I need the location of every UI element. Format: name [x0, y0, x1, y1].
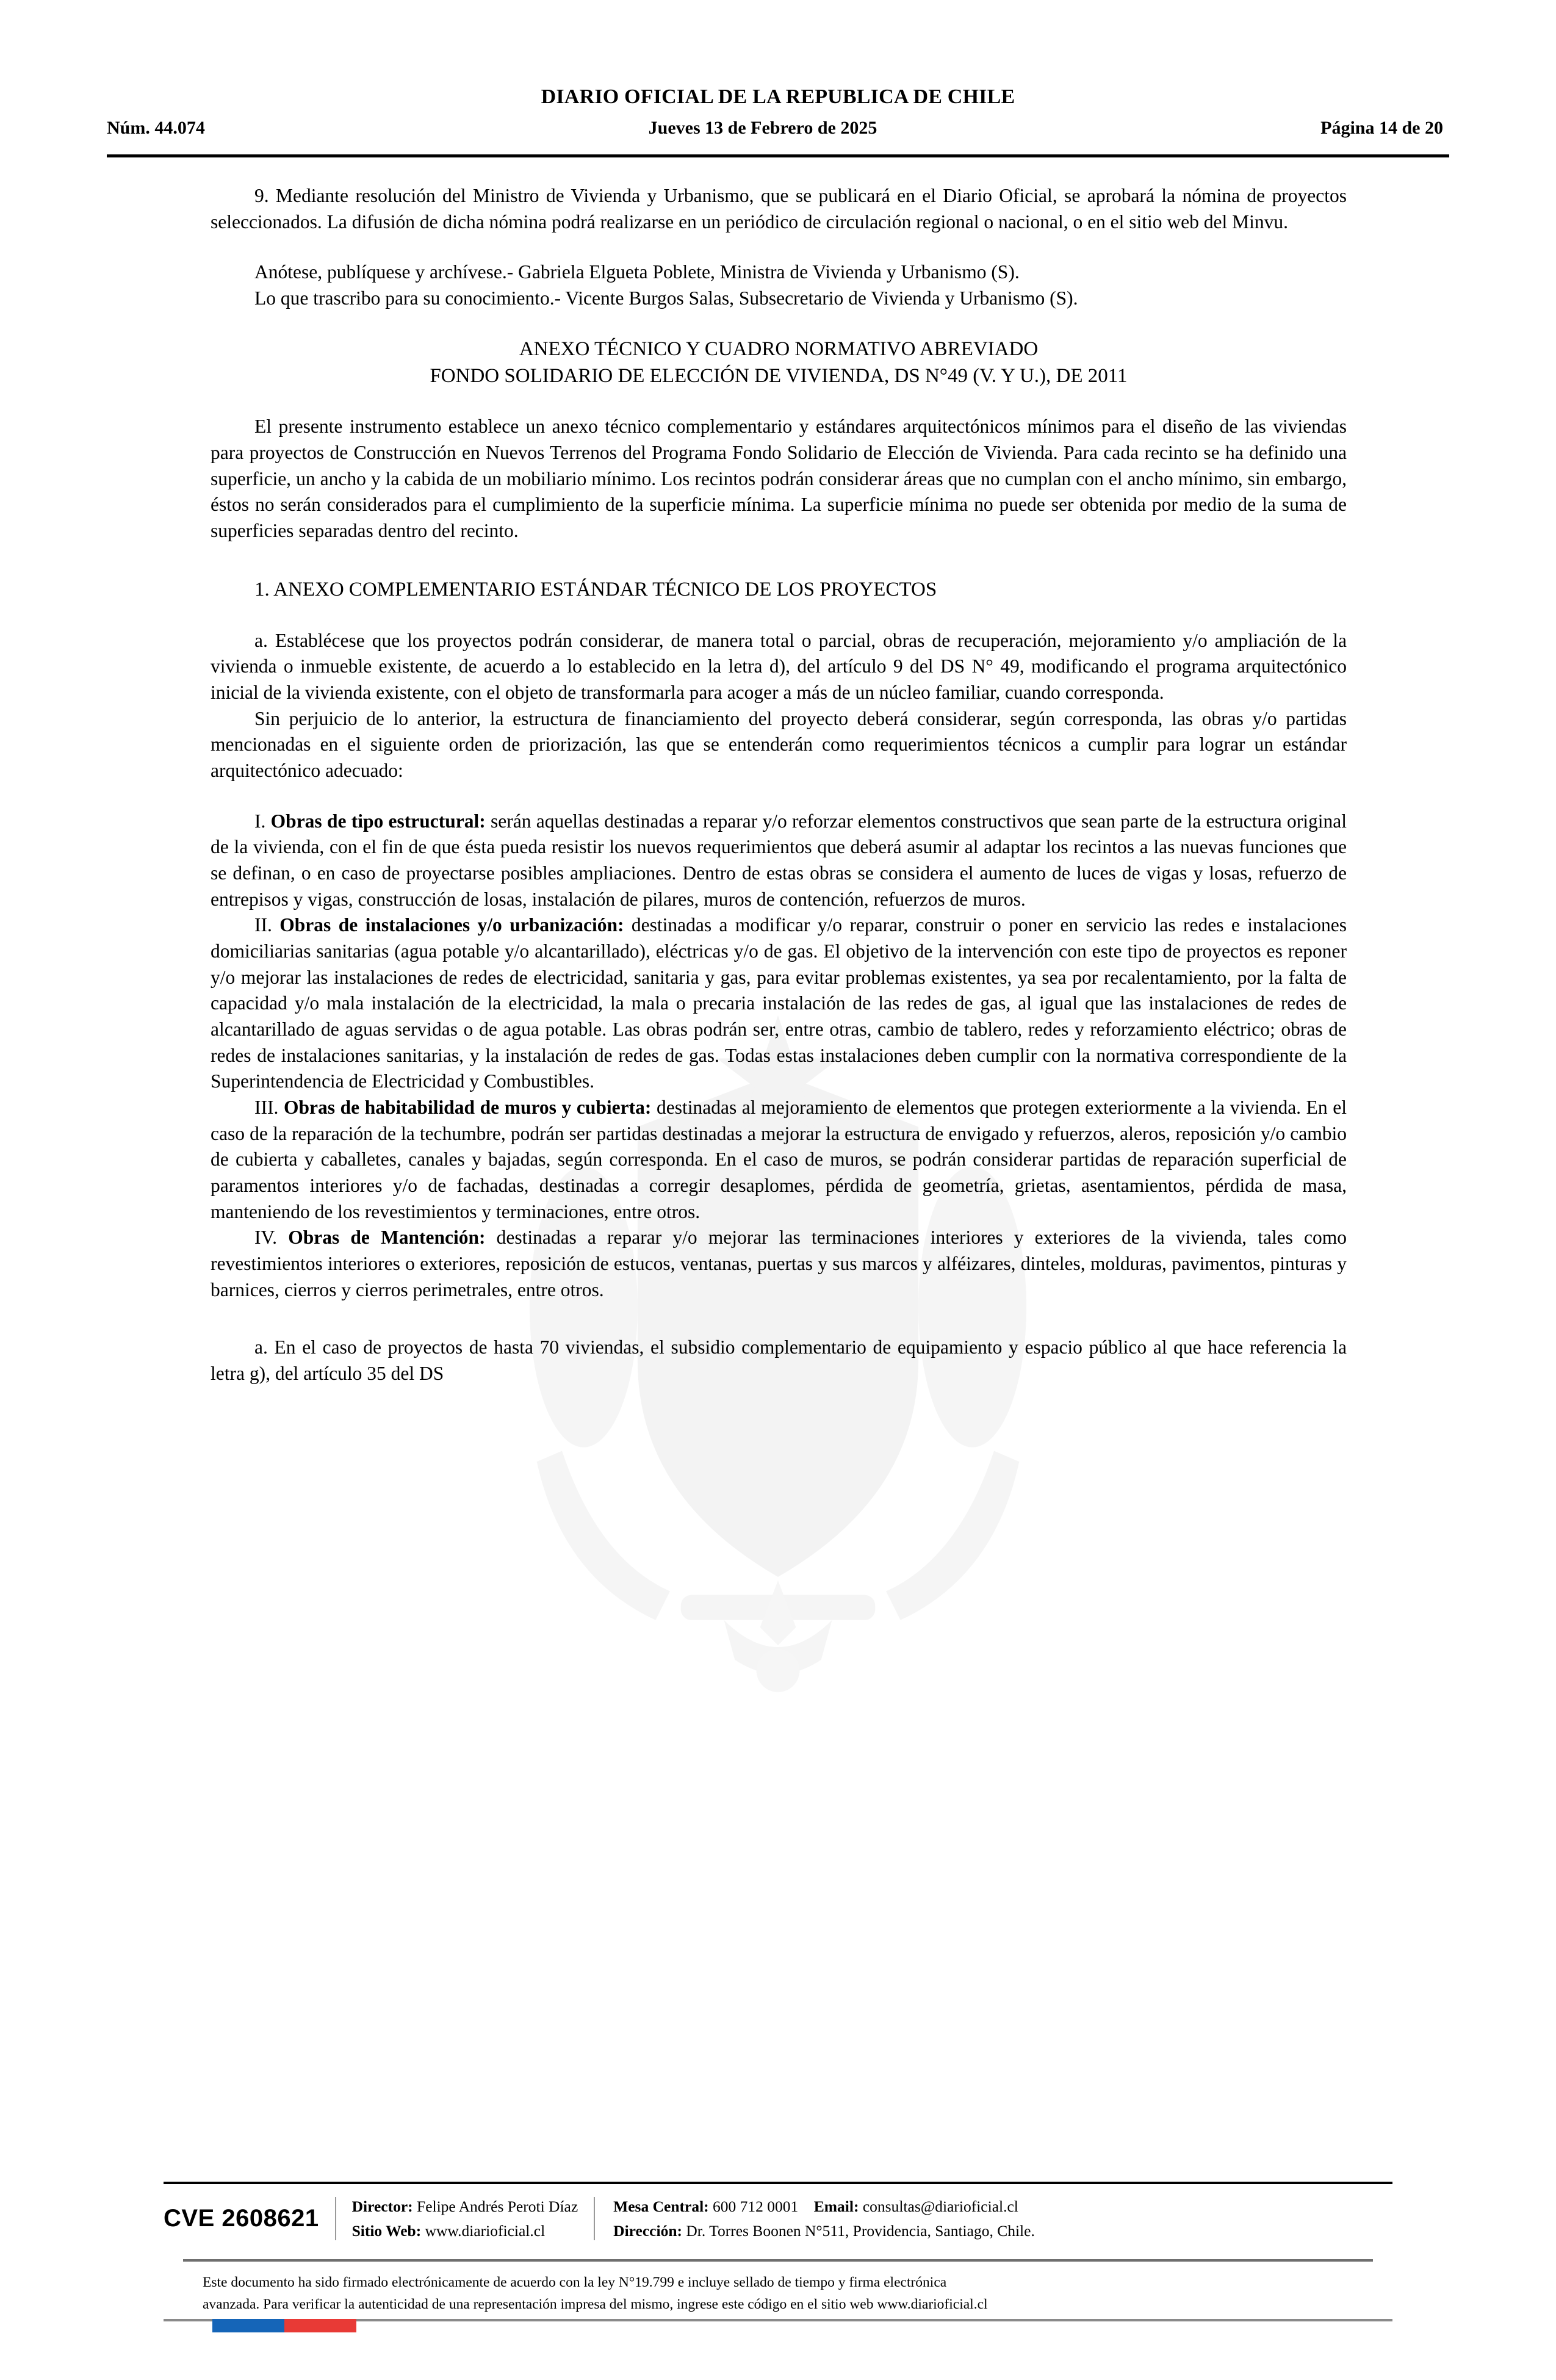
footer-address-label: Dirección: — [613, 2221, 682, 2240]
list-item-III-heading: Obras de habitabilidad de muros y cubierta: — [283, 1096, 652, 1118]
page-indicator: Página 14 de 20 — [1320, 118, 1443, 139]
list-item-I-text: serán aquellas destinadas a reparar y/o reforzar elementos constructivos que sean parte de la estructura original de la vivienda, con el fin de que ésta pueda resistir los nuevos requerimientos que deberá asumir al adaptar los recintos a las nuevas funciones que se definan, o en caso de proyectarse posibles ampliaciones. Dentro de estas obras se considera el aumento de luces de vigas y losas, refuerzo de entrepisos y vigas, construcción de losas, instalación de pilares, muros de contención, refuerzos de muros. — [211, 810, 1347, 910]
paragraph-item-9: 9. Mediante resolución del Ministro de Vivienda y Urbanismo, que se publicará en el Diario Oficial, se aprobará la nómina de proyectos seleccionados. La difusión de dicha nómina podrá realizarse en un periódico de circulación regional o nacional, o en el sitio web del Minvu. — [211, 185, 1347, 233]
list-item-IV — [211, 1225, 1347, 1303]
issue-date: Jueves 13 de Febrero de 2025 — [648, 118, 877, 139]
footer-email-label: Email: — [813, 2198, 859, 2215]
list-item-II — [211, 912, 1347, 1095]
footer-column-contact — [595, 2194, 1051, 2243]
chile-flag-bars — [212, 2319, 356, 2332]
annex-title-line-2: FONDO SOLIDARIO DE ELECCIÓN DE VIVIENDA, DS N°49 (V. Y U.), DE 2011 — [430, 364, 1128, 387]
footer-column-director — [336, 2194, 594, 2243]
paragraph-sin-perjuicio: Sin perjuicio de lo anterior, la estructura de financiamiento del proyecto deberá considerar, según corresponda, las obras y/o partidas mencionadas en el siguiente orden de priorización, las que se entenderán como requerimientos técnicos a cumplir para lograr un estándar arquitectónico adecuado: — [211, 707, 1347, 781]
list-item-III — [211, 1095, 1347, 1225]
list-item-II-numeral: II. — [254, 914, 272, 936]
list-item-I-numeral: I. — [254, 810, 266, 832]
masthead-meta-row — [0, 118, 1556, 139]
footer-site-label: Sitio Web: — [351, 2221, 422, 2240]
list-item-IV-numeral: IV. — [254, 1227, 278, 1249]
issue-number: Núm. 44.074 — [107, 118, 205, 139]
publication-title: DIARIO OFICIAL DE LA REPUBLICA DE CHILE — [541, 85, 1015, 108]
annex-title-line-1: ANEXO TÉCNICO Y CUADRO NORMATIVO ABREVIADO — [519, 337, 1039, 360]
footer-mesa-value: 600 712 0001 — [713, 2198, 799, 2215]
disclaimer-line-1: Este documento ha sido firmado electrónicamente de acuerdo con la ley N°19.799 e incluye sellado de tiempo y firma electrónica — [203, 2274, 947, 2290]
footer-address-row — [613, 2219, 1035, 2243]
list-item-IV-heading: Obras de Mantención: — [288, 1227, 486, 1249]
footer — [164, 2194, 1392, 2243]
footer-director-label: Director: — [351, 2198, 413, 2215]
flag-bar-blue — [212, 2319, 284, 2332]
list-item-IV-text: destinadas a reparar y/o mejorar las terminaciones interiores y exteriores de la vivienda, tales como revestimientos interiores o exteriores, reposición de estucos, ventanas, puertas y sus marcos y alféizares, dinteles, molduras, pavimentos, pinturas y barnices, cierros y cierros perimetrales, entre otros. — [211, 1227, 1347, 1300]
footer-top-rule — [164, 2182, 1392, 2184]
document-body — [211, 183, 1347, 1387]
list-item-III-text: destinadas al mejoramiento de elementos que protegen exteriormente a la vivienda. En el caso de la reparación de la techumbre, podrán ser partidas destinadas a mejorar la estructura de envigado y refuerzos, aleros, reposición y/o cambio de cubierta y caballetes, canales y bajadas, según corresponda. En el caso de muros, se podrán considerar partidas de reparación superficial de paramentos interiores y/o de fachadas, destinadas a corregir desaplomes, pérdida de geometría, grietas, asentamientos, pérdida de masa, manteniendo de los revestimientos y terminaciones, entre otros. — [211, 1096, 1347, 1222]
footer-address-value: Dr. Torres Boonen N°511, Providencia, Santiago, Chile. — [686, 2221, 1035, 2240]
section-1-title: 1. ANEXO COMPLEMENTARIO ESTÁNDAR TÉCNICO DE LOS PROYECTOS — [254, 578, 937, 600]
paragraph-letter-a-70: a. En el caso de proyectos de hasta 70 viviendas, el subsidio complementario de equipamiento y espacio público al que hace referencia la letra g), del artículo 35 del DS — [211, 1336, 1347, 1384]
footer-mid-rule — [183, 2259, 1373, 2262]
header-rule — [107, 154, 1449, 157]
paragraph-transcribo: Lo que trascribo para su conocimiento.- Vicente Burgos Salas, Subsecretario de Vivienda y Urbanismo (S). — [254, 287, 1078, 309]
flag-bar-red — [284, 2319, 356, 2332]
list-item-II-text: destinadas a modificar y/o reparar, construir o poner en servicio las redes e instalaciones domiciliarias sanitarias (agua potable y/o alcantarillado), eléctricas y/o de gas. El objetivo de la intervención con este tipo de proyectos es reponer y/o mejorar las instalaciones de redes de electricidad, sanitaria y gas, para evitar problemas existentes, ya sea por recalentamiento, por la falta de capacidad y/o mala instalación de la electricidad, la mala o precaria instalación de las redes de gas, al igual que las instalaciones de redes de alcantarillado de aguas servidas o de agua potable. Las obras podrán ser, entre otras, cambio de tablero, redes y reforzamiento eléctrico; obras de redes de instalaciones sanitarias, y la instalación de redes de gas. Todas estas instalaciones deben cumplir con la normativa correspondiente de la Superintendencia de Electricidad y Combustibles. — [211, 914, 1347, 1092]
footer-site-value[interactable]: www.diarioficial.cl — [425, 2221, 546, 2240]
paragraph-anotese: Anótese, publíquese y archívese.- Gabriela Elgueta Poblete, Ministra de Vivienda y Urbanismo (S). — [254, 261, 1020, 283]
list-item-II-heading: Obras de instalaciones y/o urbanización: — [279, 914, 624, 936]
footer-mesa-label: Mesa Central: — [613, 2198, 709, 2215]
paragraph-letter-a: a. Establécese que los proyectos podrán considerar, de manera total o parcial, obras de recuperación, mejoramiento y/o ampliación de la vivienda o inmueble existente, de acuerdo a lo establecido en la letra d), del artículo 9 del DS N° 49, modificando el programa arquitectónico inicial de la vivienda existente, con el objeto de transformarla para acoger a más de un núcleo familiar, cuando corresponda. — [211, 629, 1347, 703]
list-item-I-heading: Obras de tipo estructural: — [270, 810, 486, 832]
electronic-signature-disclaimer — [203, 2271, 1373, 2316]
footer-email-value[interactable]: consultas@diarioficial.cl — [862, 2198, 1018, 2215]
paragraph-intro: El presente instrumento establece un anexo técnico complementario y estándares arquitectónicos mínimos para el diseño de las viviendas para proyectos de Construcción en Nuevos Terrenos del Programa Fondo Solidario de Elección de Vivienda. Para cada recinto se ha definido una superficie, un ancho y la cabida de un mobiliario mínimo. Los recintos podrán considerar áreas que no cumplan con el ancho mínimo, sin embargo, éstos no serán considerados para el cumplimiento de la superficie mínima. La superficie mínima no puede ser obtenida por medio de la suma de superficies separadas dentro del recinto. — [211, 416, 1347, 542]
footer-director-value: Felipe Andrés Peroti Díaz — [417, 2198, 578, 2215]
annex-title — [211, 336, 1347, 390]
footer-director-row — [352, 2194, 578, 2219]
cve-code: CVE 2608621 — [164, 2205, 319, 2232]
footer-contact-row — [613, 2194, 1035, 2219]
masthead — [0, 85, 1556, 139]
list-item-III-numeral: III. — [254, 1096, 279, 1118]
list-item-I — [211, 809, 1347, 913]
disclaimer-line-2: avanzada. Para verificar la autenticidad de una representación impresa del mismo, ingrese este código en el sitio web www.diarioficial.cl — [203, 2296, 988, 2313]
footer-site-row — [352, 2219, 578, 2243]
